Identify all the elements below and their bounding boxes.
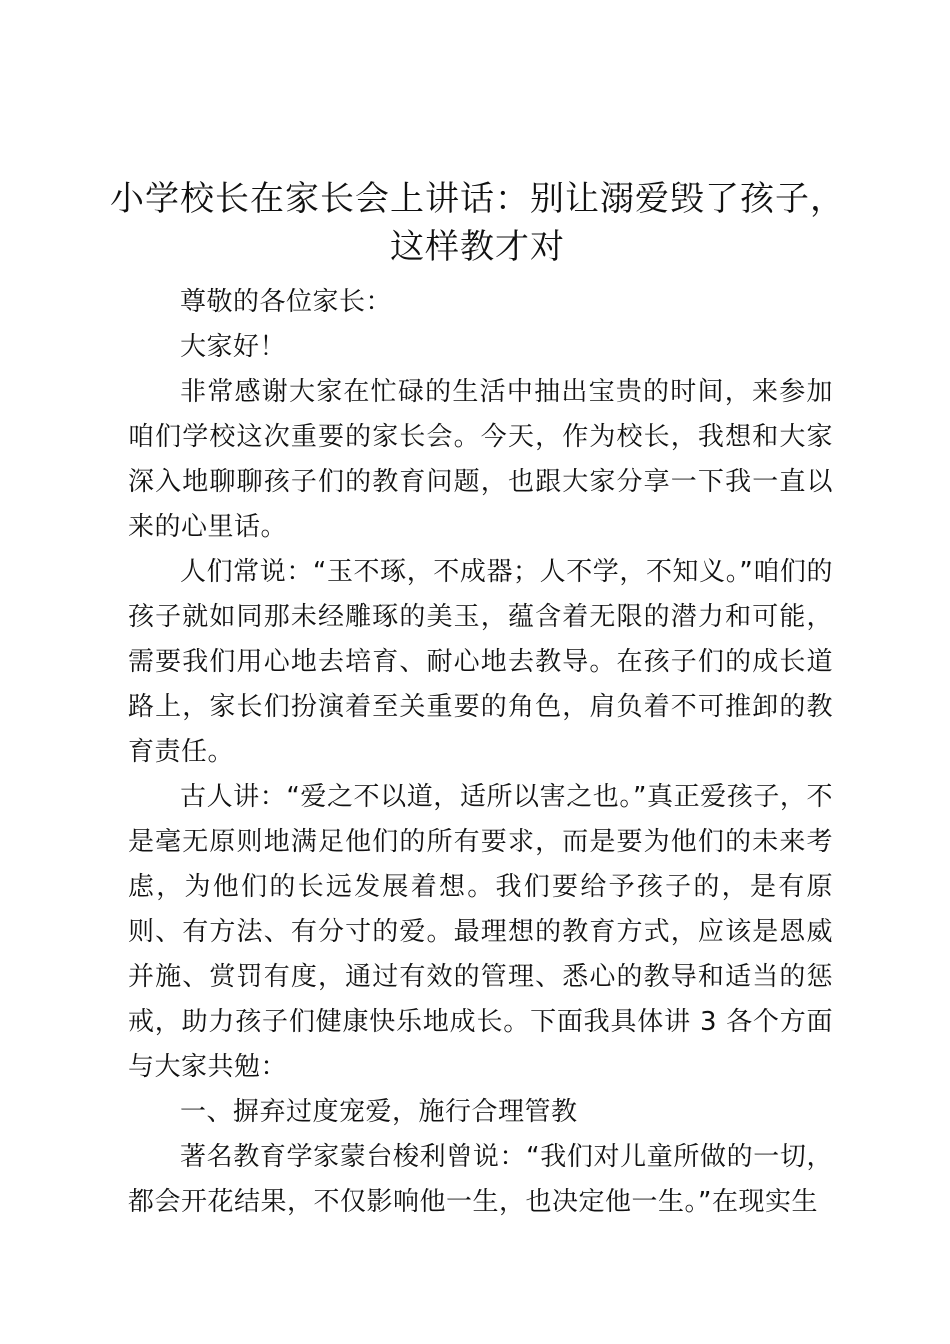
greeting: 大家好！ [180, 332, 287, 362]
salutation: 尊敬的各位家长： [180, 287, 393, 317]
document-body [128, 280, 833, 1225]
section-1-heading: 一、摒弃过度宠爱，施行合理管教 [180, 1097, 578, 1127]
body-paragraph-3: 古人讲：“爱之不以道，适所以害之也。”真正爱孩子，不是毫无原则地满足他们的所有要求，而是要为他们的未来考虑，为他们的长远发展着想。我们要给予孩子的，是有原则、有方法、有分寸的爱。最理想的教育方式，应该是恩威并施、赏罚有度，通过有效的管理、悉心的教导和适当的惩戒，助力孩子们健康快乐地成长。下面我具体讲 3 各个方面与大家共勉： [128, 782, 833, 1082]
body-paragraph-1: 非常感谢大家在忙碌的生活中抽出宝贵的时间，来参加咱们学校这次重要的家长会。今天，作为校长，我想和大家深入地聊聊孩子们的教育问题，也跟大家分享一下我一直以来的心里话。 [128, 377, 833, 542]
section-1-paragraph: 著名教育学家蒙台梭利曾说：“我们对儿童所做的一切，都会开花结果，不仅影响他一生，也决定他一生。”在现实生 [128, 1142, 833, 1217]
body-paragraph-2: 人们常说：“玉不琢，不成器；人不学，不知义。”咱们的孩子就如同那未经雕琢的美玉，蕴含着无限的潜力和可能，需要我们用心地去培育、耐心地去教导。在孩子们的成长道路上，家长们扮演着至关重要的角色，肩负着不可推卸的教育责任。 [128, 557, 833, 767]
document-title: 小学校长在家长会上讲话：别让溺爱毁了孩子，这样教才对 [110, 179, 845, 267]
